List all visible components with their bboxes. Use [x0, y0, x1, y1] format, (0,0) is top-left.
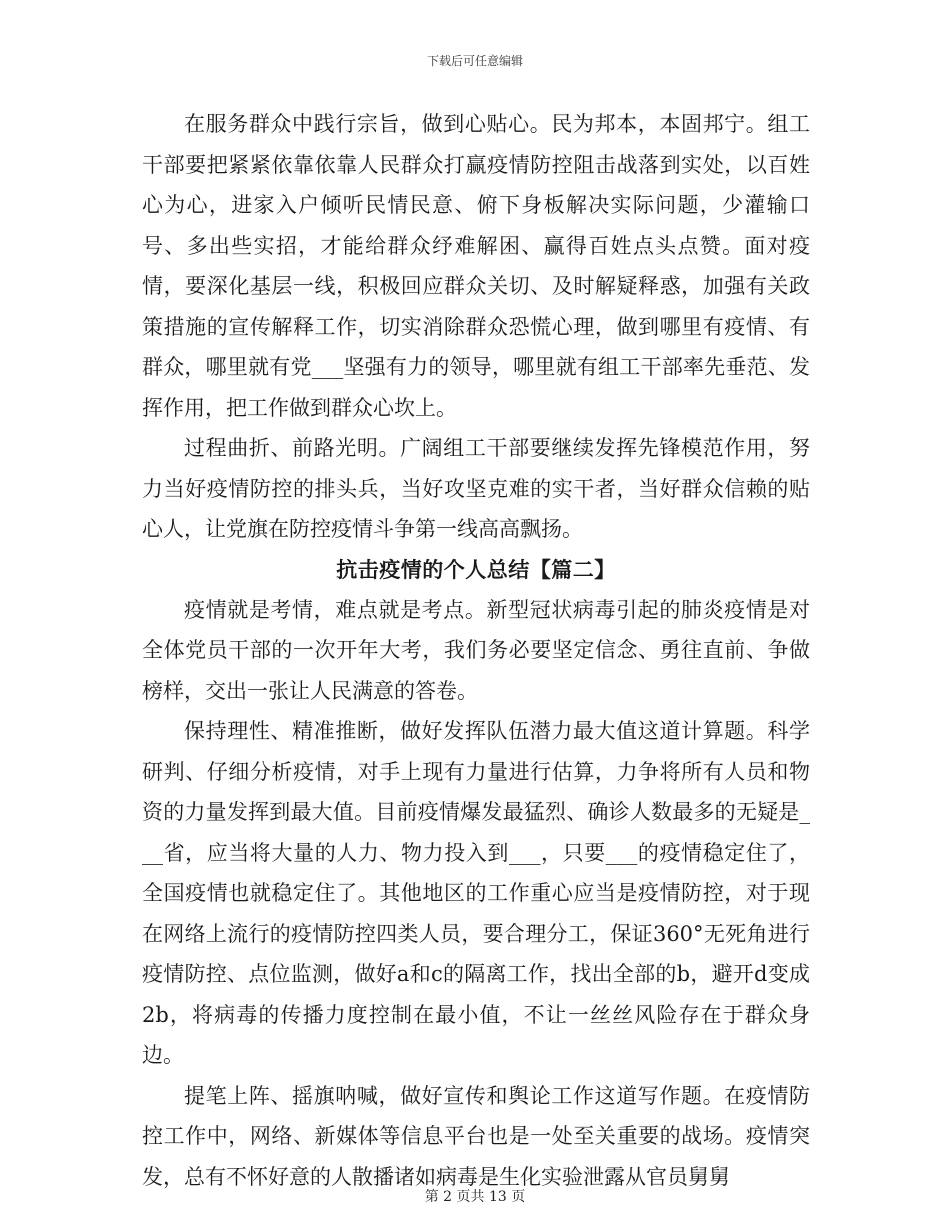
document-body — [142, 104, 810, 1197]
paragraph: 疫情就是考情，难点就是考点。新型冠状病毒引起的肺炎疫情是对全体党员干部的一次开年大考，我们务必要坚定信念、勇往直前、争做榜样，交出一张让人民满意的答卷。 — [142, 597, 810, 703]
paragraph: 在服务群众中践行宗旨，做到心贴心。民为邦本，本固邦宁。组工干部要把紧紧依靠依靠人民群众打赢疫情防控阻击战落到实处，以百姓心为心，进家入户倾听民情民意、俯下身板解决实际问题，少灌输口号、多出些实招，才能给群众纾难解困、赢得百姓点头点赞。面对疫情，要深化基层一线，积极回应群众关切、及时解疑释惑，加强有关政策措施的宣传解释工作，切实消除群众恐慌心理，做到哪里有疫情、有群众，哪里就有党___坚强有力的领导，哪里就有组工干部率先垂范、发挥作用，把工作做到群众心坎上。 — [142, 112, 810, 420]
page-header: 下载后可任意编辑 — [426, 54, 523, 68]
paragraph: 提笔上阵、摇旗呐喊，做好宣传和舆论工作这道写作题。在疫情防控工作中，网络、新媒体等信息平台也是一处至关重要的战场。疫情突发，总有不怀好意的人散播诸如病毒是生化实验泄露从官员舅舅 — [142, 1083, 810, 1189]
paragraph: 过程曲折、前路光明。广阔组工干部要继续发挥先锋模范作用，努力当好疫情防控的排头兵，当好攻坚克难的实干者，当好群众信赖的贴心人，让党旗在防控疫情斗争第一线高高飘扬。 — [142, 436, 810, 541]
section-title: 抗击疫情的个人总结【篇二】 — [336, 556, 616, 582]
page-footer: 第 2 页共 13 页 — [424, 1189, 526, 1205]
paragraph: 保持理性、精准推断，做好发挥队伍潜力最大值这道计算题。科学研判、仔细分析疫情，对手上现有力量进行估算，力争将所有人员和物资的力量发挥到最大值。目前疫情爆发最猛烈、确诊人数最多的无疑是___省，应当将大量的人力、物力投入到___，只要___的疫情稳定住了，全国疫情也就稳定住了。其他地区的工作重心应当是疫情防控，对于现在网络上流行的疫情防控四类人员，要合理分工，保证360°无死角进行疫情防控、点位监测，做好a和c的隔离工作，找出全部的b，避开d变成2b，将病毒的传播力度控制在最小值，不让一丝丝风险存在于群众身边。 — [142, 719, 810, 1067]
